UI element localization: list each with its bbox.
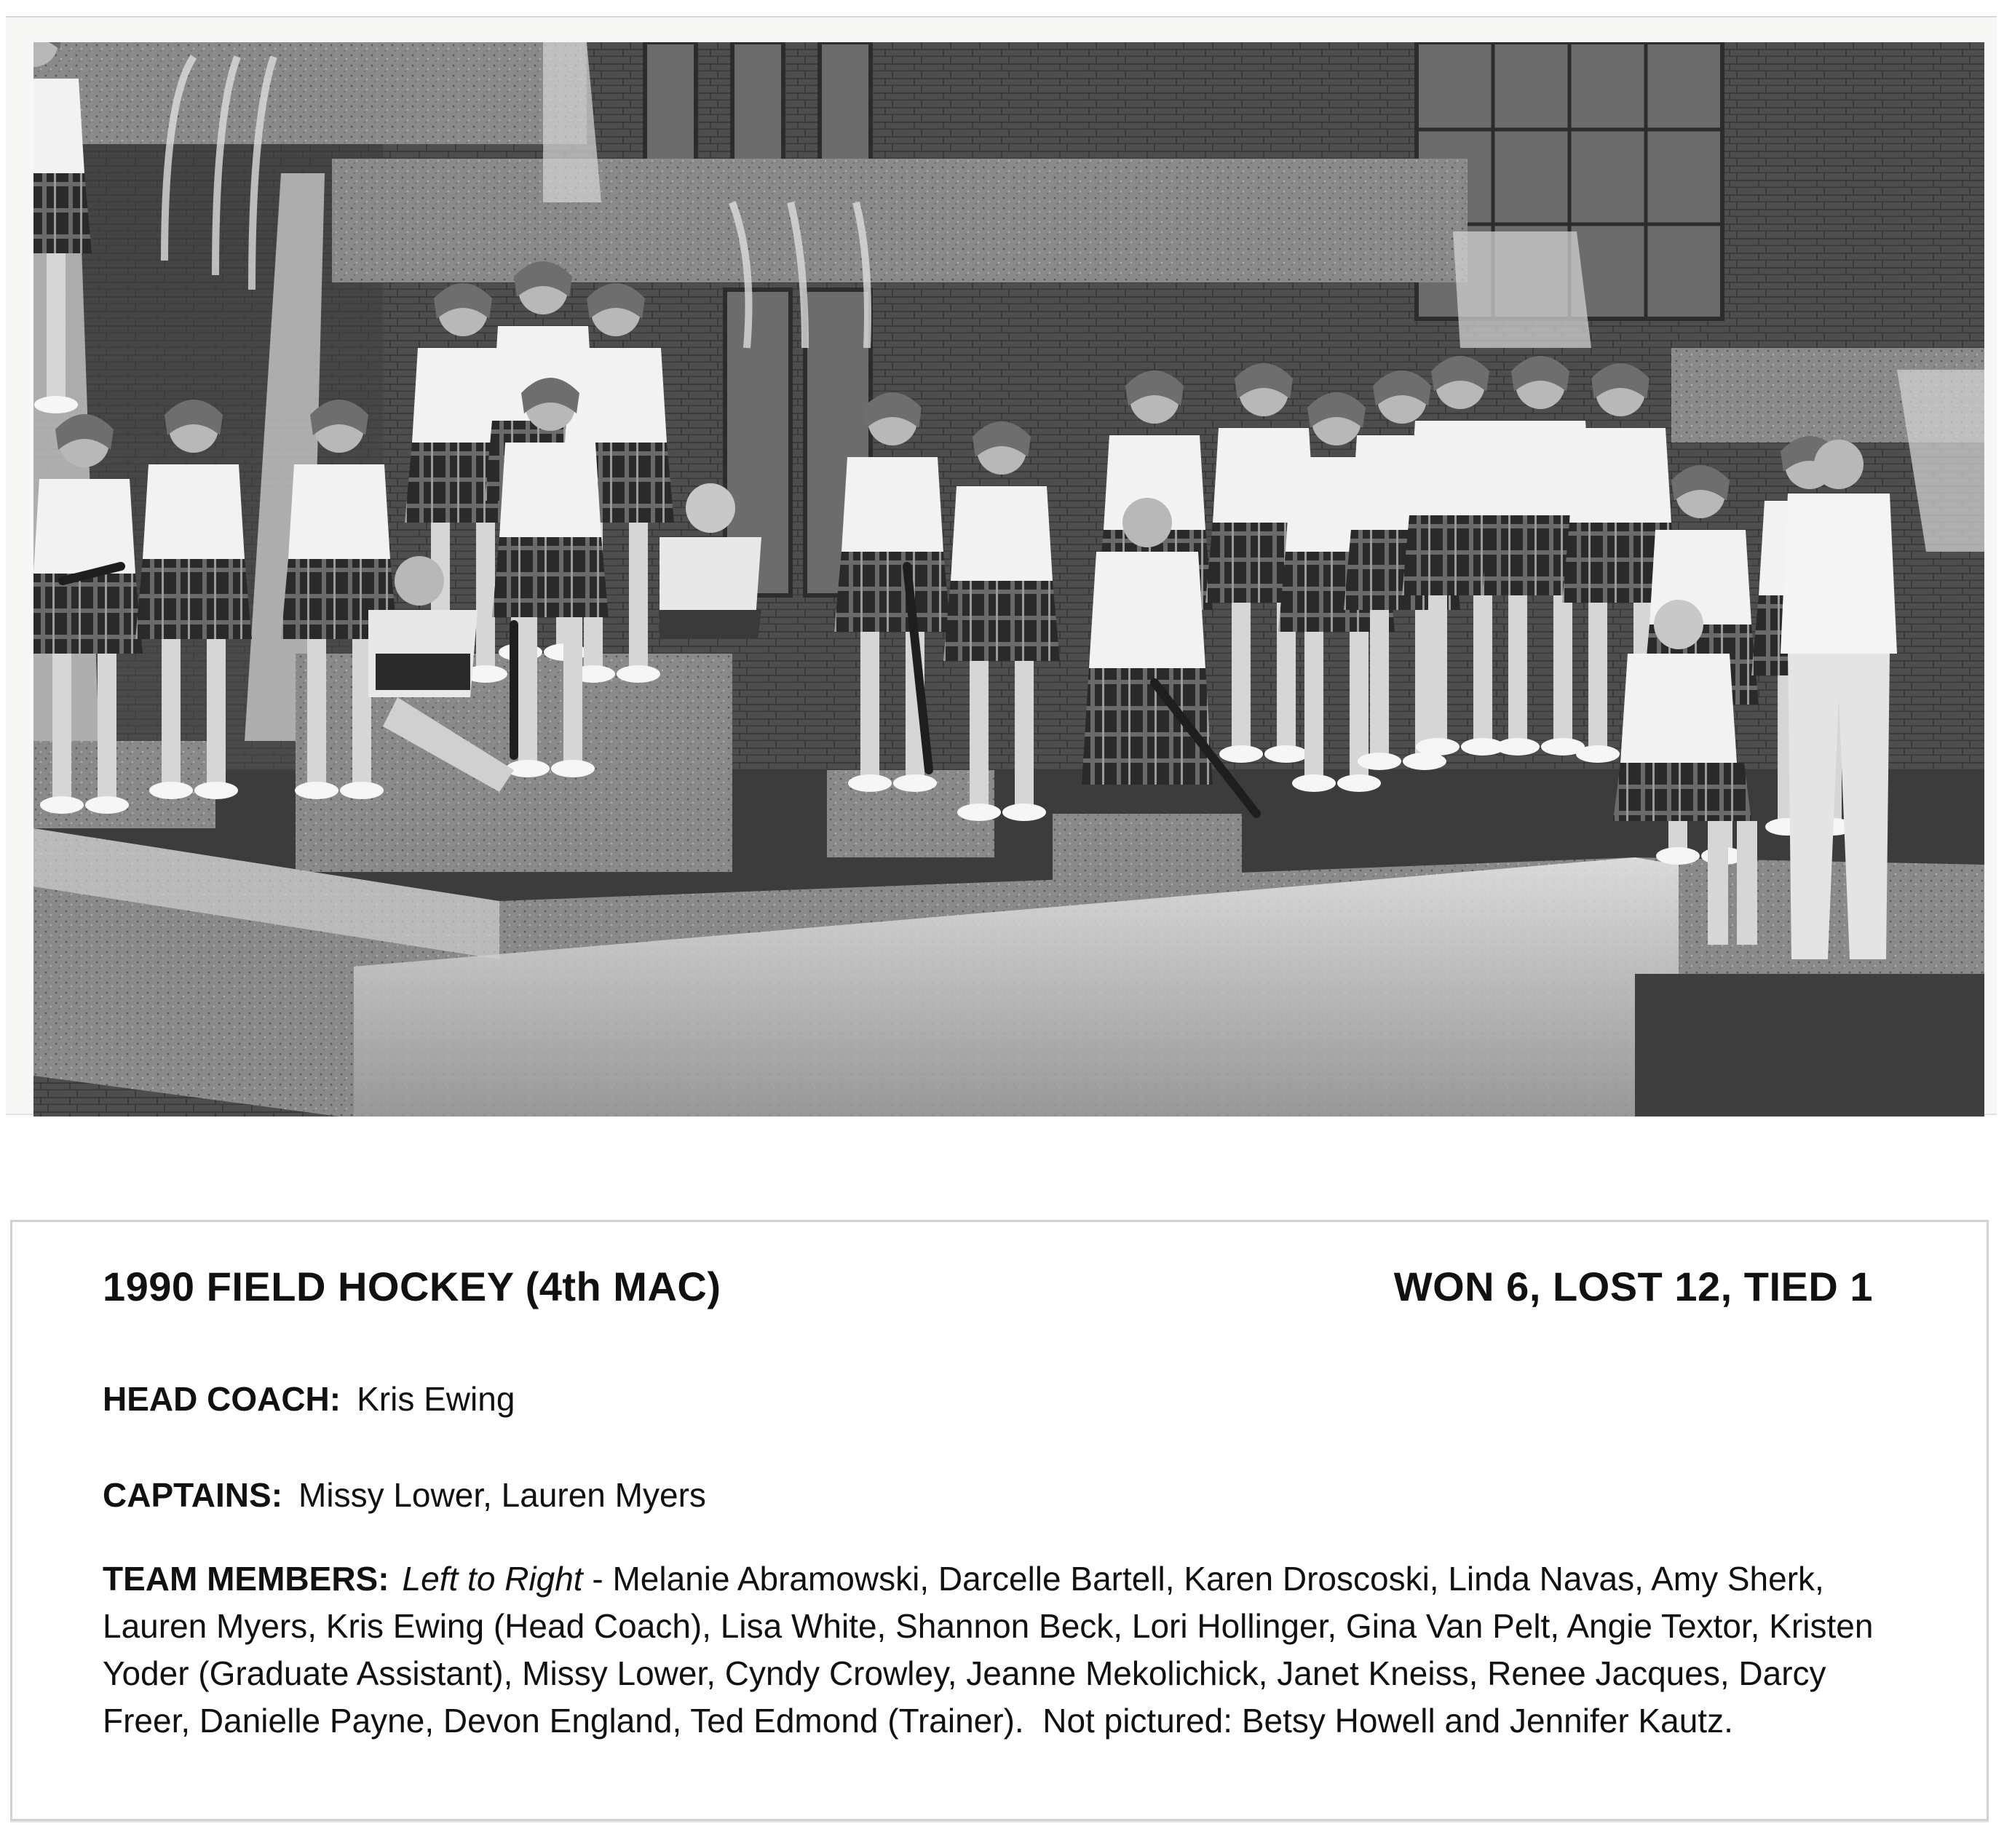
head-coach-name: Kris Ewing <box>357 1380 515 1418</box>
captains-line <box>103 1475 706 1515</box>
team-members-separator: - <box>582 1560 613 1598</box>
captains-names: Missy Lower, Lauren Myers <box>298 1476 706 1514</box>
team-members-list: Melanie Abramowski, Darcelle Bartell, Karen Droscoski, Linda Navas, Amy Sherk, Lauren Myers, Kris Ewing (Head Coach), Lisa White, Shannon Beck, Lori Hollinger, Gina Van Pelt, Angie Textor, Kristen Yoder (Graduate Assistant), Missy Lower, Cyndy Crowley, Jeanne Mekolichick, Janet Kneiss, Renee Jacques, Darcy Freer, Danielle Payne, Devon England, Ted Edmond (Trainer). <box>103 1560 1874 1740</box>
captains-label: CAPTAINS: <box>103 1476 283 1514</box>
caption-content <box>103 1222 1892 1819</box>
photo-mount <box>6 16 1997 1115</box>
team-members-direction: Left to Right <box>402 1560 583 1598</box>
not-pictured-note: Not pictured: Betsy Howell and Jennifer Kautz. <box>1042 1702 1733 1740</box>
team-photo <box>33 42 1984 1117</box>
team-photo-image <box>33 42 1984 1117</box>
caption-card <box>10 1220 1989 1821</box>
season-record: WON 6, LOST 12, TIED 1 <box>1393 1264 1873 1309</box>
team-title: 1990 FIELD HOCKEY (4th MAC) <box>103 1264 721 1309</box>
team-members-label: TEAM MEMBERS: <box>103 1560 389 1598</box>
caption-title-row <box>103 1263 1892 1321</box>
team-members-block <box>103 1555 1892 1745</box>
head-coach-line <box>103 1379 515 1419</box>
head-coach-label: HEAD COACH: <box>103 1380 341 1418</box>
